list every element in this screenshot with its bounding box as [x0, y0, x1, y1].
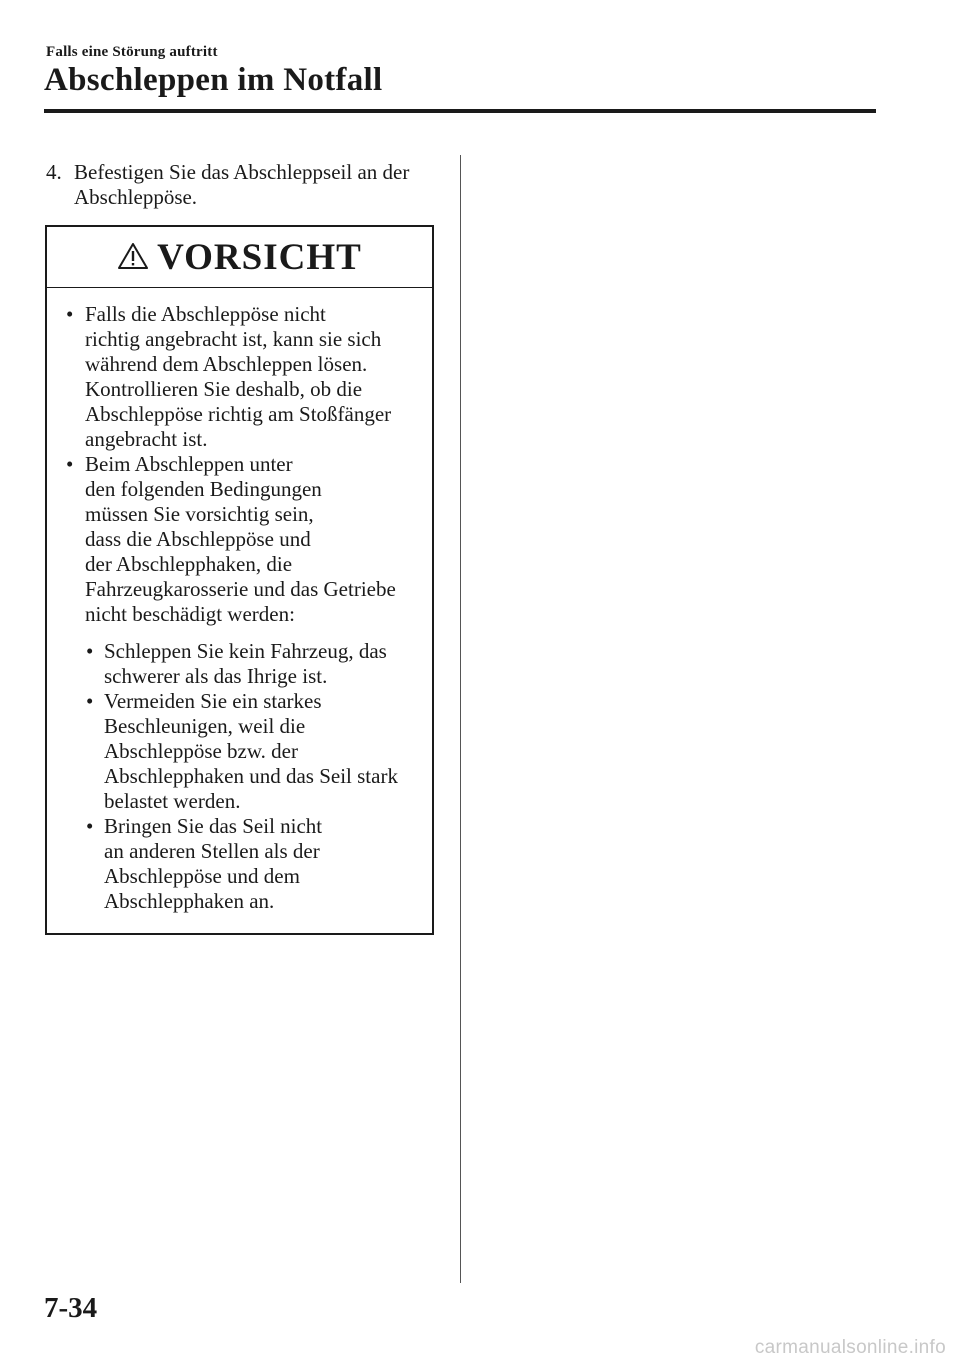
warning-subitem [86, 639, 424, 689]
step-text-line1: Befestigen Sie das Abschleppseil an der [74, 160, 410, 184]
warning-triangle-icon [117, 242, 149, 270]
warning-item [66, 452, 424, 627]
warning-subitem-line: Vermeiden Sie ein starkes [104, 689, 322, 713]
warning-item-line: Falls die Abschleppöse nicht [85, 302, 326, 326]
warning-subitem-line: Abschleppöse bzw. der [104, 739, 298, 763]
step-number: 4. [46, 160, 62, 184]
warning-subitem-line: belastet werden. [104, 789, 241, 813]
warning-item [66, 302, 424, 452]
warning-subitem-line: schwerer als das Ihrige ist. [104, 664, 328, 688]
bullet-icon: • [86, 689, 94, 713]
warning-item-line: den folgenden Bedingungen [85, 477, 322, 501]
warning-item-line: Abschleppöse richtig am Stoßfänger [85, 402, 392, 426]
warning-item-line: angebracht ist. [85, 427, 208, 451]
page-title: Abschleppen im Notfall [44, 62, 383, 98]
warning-item-line: nicht beschädigt werden: [85, 602, 295, 626]
warning-item-line: Beim Abschleppen unter [85, 452, 293, 476]
warning-item-line: Kontrollieren Sie deshalb, ob die [85, 377, 363, 401]
warning-item-line: während dem Abschleppen lösen. [85, 352, 368, 376]
warning-item-line: müssen Sie vorsichtig sein, [85, 502, 314, 526]
watermark: carmanualsonline.info [754, 1337, 946, 1358]
bullet-icon: • [86, 814, 94, 838]
warning-item-line: richtig angebracht ist, kann sie sich [85, 327, 382, 351]
column-divider [460, 155, 461, 1283]
page-number: 7-34 [44, 1292, 98, 1324]
warning-subitem-line: Abschleppöse und dem [104, 864, 300, 888]
step-4 [46, 160, 446, 210]
bullet-icon: • [66, 302, 74, 326]
warning-subitem-line: Schleppen Sie kein Fahrzeug, das [104, 639, 387, 663]
bullet-icon: • [86, 639, 94, 663]
warning-box [45, 225, 434, 935]
warning-subitem-line: an anderen Stellen als der [104, 839, 320, 863]
warning-subitem-line: Bringen Sie das Seil nicht [104, 814, 323, 838]
warning-item-line: der Abschlepphaken, die [85, 552, 293, 576]
warning-item-line: dass die Abschleppöse und [85, 527, 311, 551]
title-rule [44, 109, 876, 113]
warning-header [47, 227, 432, 288]
warning-subitem-line: Beschleunigen, weil die [104, 714, 306, 738]
warning-item-line: Fahrzeugkarosserie und das Getriebe [85, 577, 396, 601]
warning-subitem-line: Abschlepphaken an. [104, 889, 275, 913]
section-label: Falls eine Störung auftritt [46, 44, 218, 60]
bullet-icon: • [66, 452, 74, 476]
warning-subitem-line: Abschlepphaken und das Seil stark [104, 764, 398, 788]
warning-subitem [86, 814, 424, 914]
spacer [47, 627, 432, 639]
step-text-line2: Abschleppöse. [74, 185, 198, 209]
warning-body [47, 288, 432, 914]
warning-title: VORSICHT [157, 236, 362, 278]
warning-subitem [86, 689, 424, 814]
